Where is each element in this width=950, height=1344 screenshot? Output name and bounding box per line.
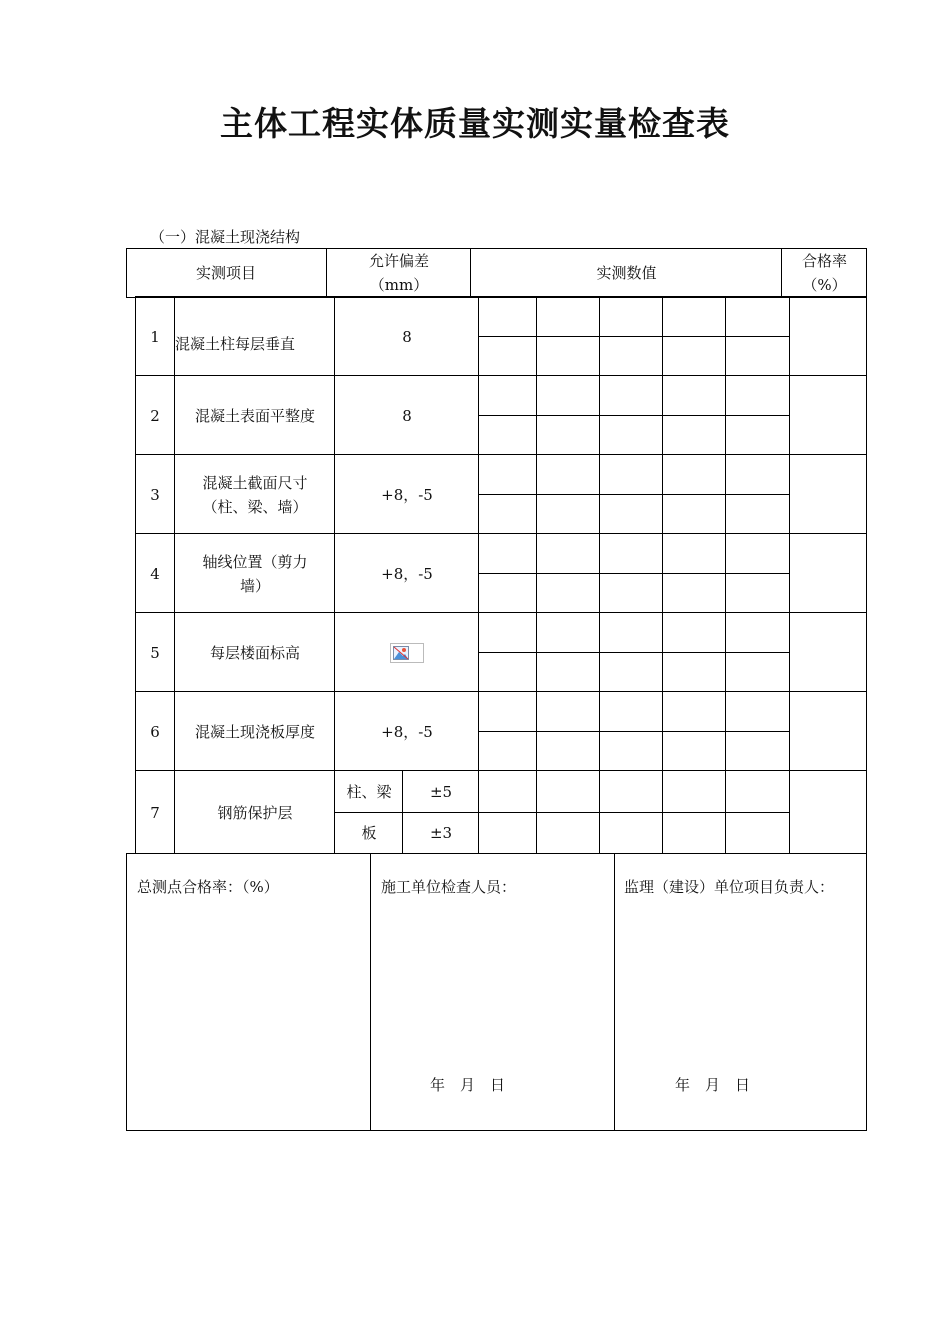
measure-cell	[536, 336, 600, 377]
measure-cell	[662, 652, 726, 693]
row-number	[135, 691, 175, 771]
tolerance-text: +8，-5	[381, 564, 433, 583]
rate-cell	[789, 691, 867, 771]
measure-cell	[599, 533, 663, 574]
item-name-text: 混凝土现浇板厚度	[194, 722, 315, 741]
measure-cell	[478, 731, 537, 772]
measure-cell	[536, 454, 600, 495]
tolerance-text: 8	[402, 327, 412, 346]
item-name	[174, 533, 335, 613]
sub-tolerance-text: ±3	[429, 824, 453, 843]
measure-cell	[725, 375, 790, 416]
header-measured: 实测数值	[470, 248, 782, 298]
row-number-text: 1	[150, 327, 160, 346]
measure-cell	[478, 494, 537, 535]
measure-cell	[725, 533, 790, 574]
data-table	[135, 297, 867, 854]
item-name-line: （柱、梁、墙）	[202, 497, 308, 516]
item-name-text: 钢筋保护层	[217, 803, 293, 822]
page-title: 主体工程实体质量实测实量检查表	[220, 104, 730, 143]
measure-cell	[536, 573, 600, 614]
measure-cell	[599, 731, 663, 772]
item-name-text: 每层楼面标高	[209, 643, 300, 662]
measure-cell	[662, 533, 726, 574]
item-name-text: 混凝土表面平整度	[194, 406, 315, 425]
measure-cell	[478, 652, 537, 693]
row-number-text: 2	[150, 406, 160, 425]
measure-cell	[478, 812, 537, 855]
item-name-line: 混凝土截面尺寸	[202, 473, 308, 492]
sub-label-text: 柱、梁	[346, 782, 392, 801]
measure-cell	[536, 770, 600, 813]
measure-cell	[599, 812, 663, 855]
tolerance-text: +8，-5	[381, 722, 433, 741]
tolerance	[334, 691, 479, 771]
measure-cell	[599, 494, 663, 535]
measure-cell	[478, 336, 537, 377]
measure-cell	[478, 415, 537, 456]
row-number	[135, 612, 175, 692]
rate-cell	[789, 296, 867, 376]
measure-cell	[662, 812, 726, 855]
item-name-line: 墙）	[239, 576, 270, 595]
contractor-date: 年 月 日	[430, 1076, 506, 1094]
measure-cell	[599, 296, 663, 337]
measure-cell	[725, 612, 790, 653]
measure-cell	[662, 454, 726, 495]
measure-cell	[478, 691, 537, 732]
tolerance	[334, 454, 479, 534]
tolerance	[334, 375, 479, 455]
row-number	[135, 454, 175, 534]
measure-cell	[725, 296, 790, 337]
measure-cell	[725, 573, 790, 614]
measure-cell	[599, 691, 663, 732]
measure-cell	[536, 296, 600, 337]
measure-cell	[662, 770, 726, 813]
measure-cell	[536, 415, 600, 456]
measure-cell	[536, 652, 600, 693]
measure-cell	[725, 731, 790, 772]
sub-label	[334, 812, 403, 855]
item-name	[174, 612, 335, 692]
sub-tolerance	[402, 812, 479, 855]
item-name	[174, 691, 335, 771]
item-name-line: 轴线位置（剪力	[202, 552, 308, 571]
row-number	[135, 770, 175, 854]
measure-cell	[662, 731, 726, 772]
measure-cell	[662, 612, 726, 653]
measure-cell	[536, 612, 600, 653]
measure-cell	[662, 336, 726, 377]
measure-cell	[478, 770, 537, 813]
row-number	[135, 296, 175, 376]
header-item: 实测项目	[195, 264, 256, 282]
measure-cell	[478, 533, 537, 574]
measure-cell	[478, 375, 537, 416]
signature-section	[126, 853, 867, 1131]
sub-tolerance	[402, 770, 479, 813]
item-name	[174, 770, 335, 854]
measure-cell	[536, 494, 600, 535]
row-number-text: 3	[150, 485, 160, 504]
header-rate: 合格率 （%）	[781, 248, 867, 298]
measure-cell	[662, 296, 726, 337]
measure-cell	[725, 812, 790, 855]
measure-cell	[536, 731, 600, 772]
measure-cell	[725, 652, 790, 693]
tolerance	[334, 296, 479, 376]
row-number-text: 4	[150, 564, 160, 583]
tolerance	[334, 533, 479, 613]
measure-cell	[536, 375, 600, 416]
item-name	[174, 296, 335, 376]
row-number	[135, 375, 175, 455]
measure-cell	[478, 612, 537, 653]
tolerance-text: 8	[402, 406, 412, 425]
measure-cell	[662, 375, 726, 416]
measure-cell	[478, 454, 537, 495]
rate-cell	[789, 770, 867, 854]
measure-cell	[725, 770, 790, 813]
measure-cell	[478, 296, 537, 337]
overall-rate-label: 总测点合格率：（%）	[137, 878, 279, 896]
row-number	[135, 533, 175, 613]
supervisor-date: 年 月 日	[675, 1076, 751, 1094]
rate-cell	[789, 612, 867, 692]
measure-cell	[478, 573, 537, 614]
measure-cell	[536, 812, 600, 855]
broken-image-icon	[390, 643, 424, 663]
measure-cell	[725, 691, 790, 732]
row-number-text: 5	[150, 643, 160, 662]
supervisor-label: 监理（建设）单位项目负责人：	[624, 878, 835, 896]
measure-cell	[725, 336, 790, 377]
header-tolerance: 允许偏差 （mm）	[326, 248, 471, 298]
measure-cell	[599, 415, 663, 456]
tolerance	[334, 612, 479, 692]
sub-label	[334, 770, 403, 813]
item-name	[174, 375, 335, 455]
item-name	[174, 454, 335, 534]
measure-cell	[599, 573, 663, 614]
rate-cell	[789, 533, 867, 613]
measure-cell	[662, 415, 726, 456]
measure-cell	[599, 375, 663, 416]
measure-cell	[662, 573, 726, 614]
measure-cell	[536, 691, 600, 732]
measure-cell	[536, 533, 600, 574]
row-number-text: 6	[150, 722, 160, 741]
measure-cell	[599, 612, 663, 653]
tolerance-text: +8，-5	[381, 485, 433, 504]
item-name-text: 混凝土柱每层垂直	[175, 334, 296, 353]
rate-cell	[789, 375, 867, 455]
measure-cell	[599, 770, 663, 813]
measure-cell	[599, 336, 663, 377]
sub-tolerance-text: ±5	[429, 782, 453, 801]
measure-cell	[725, 415, 790, 456]
section-label: （一）混凝土现浇结构	[150, 228, 301, 246]
measure-cell	[599, 454, 663, 495]
measure-cell	[599, 652, 663, 693]
row-number-text: 7	[150, 803, 160, 822]
measure-cell	[662, 494, 726, 535]
measure-cell	[725, 454, 790, 495]
rate-cell	[789, 454, 867, 534]
contractor-inspector-label: 施工单位检查人员：	[381, 878, 517, 896]
measure-cell	[725, 494, 790, 535]
measure-cell	[662, 691, 726, 732]
sub-label-text: 板	[361, 824, 377, 843]
table-header	[126, 248, 867, 298]
